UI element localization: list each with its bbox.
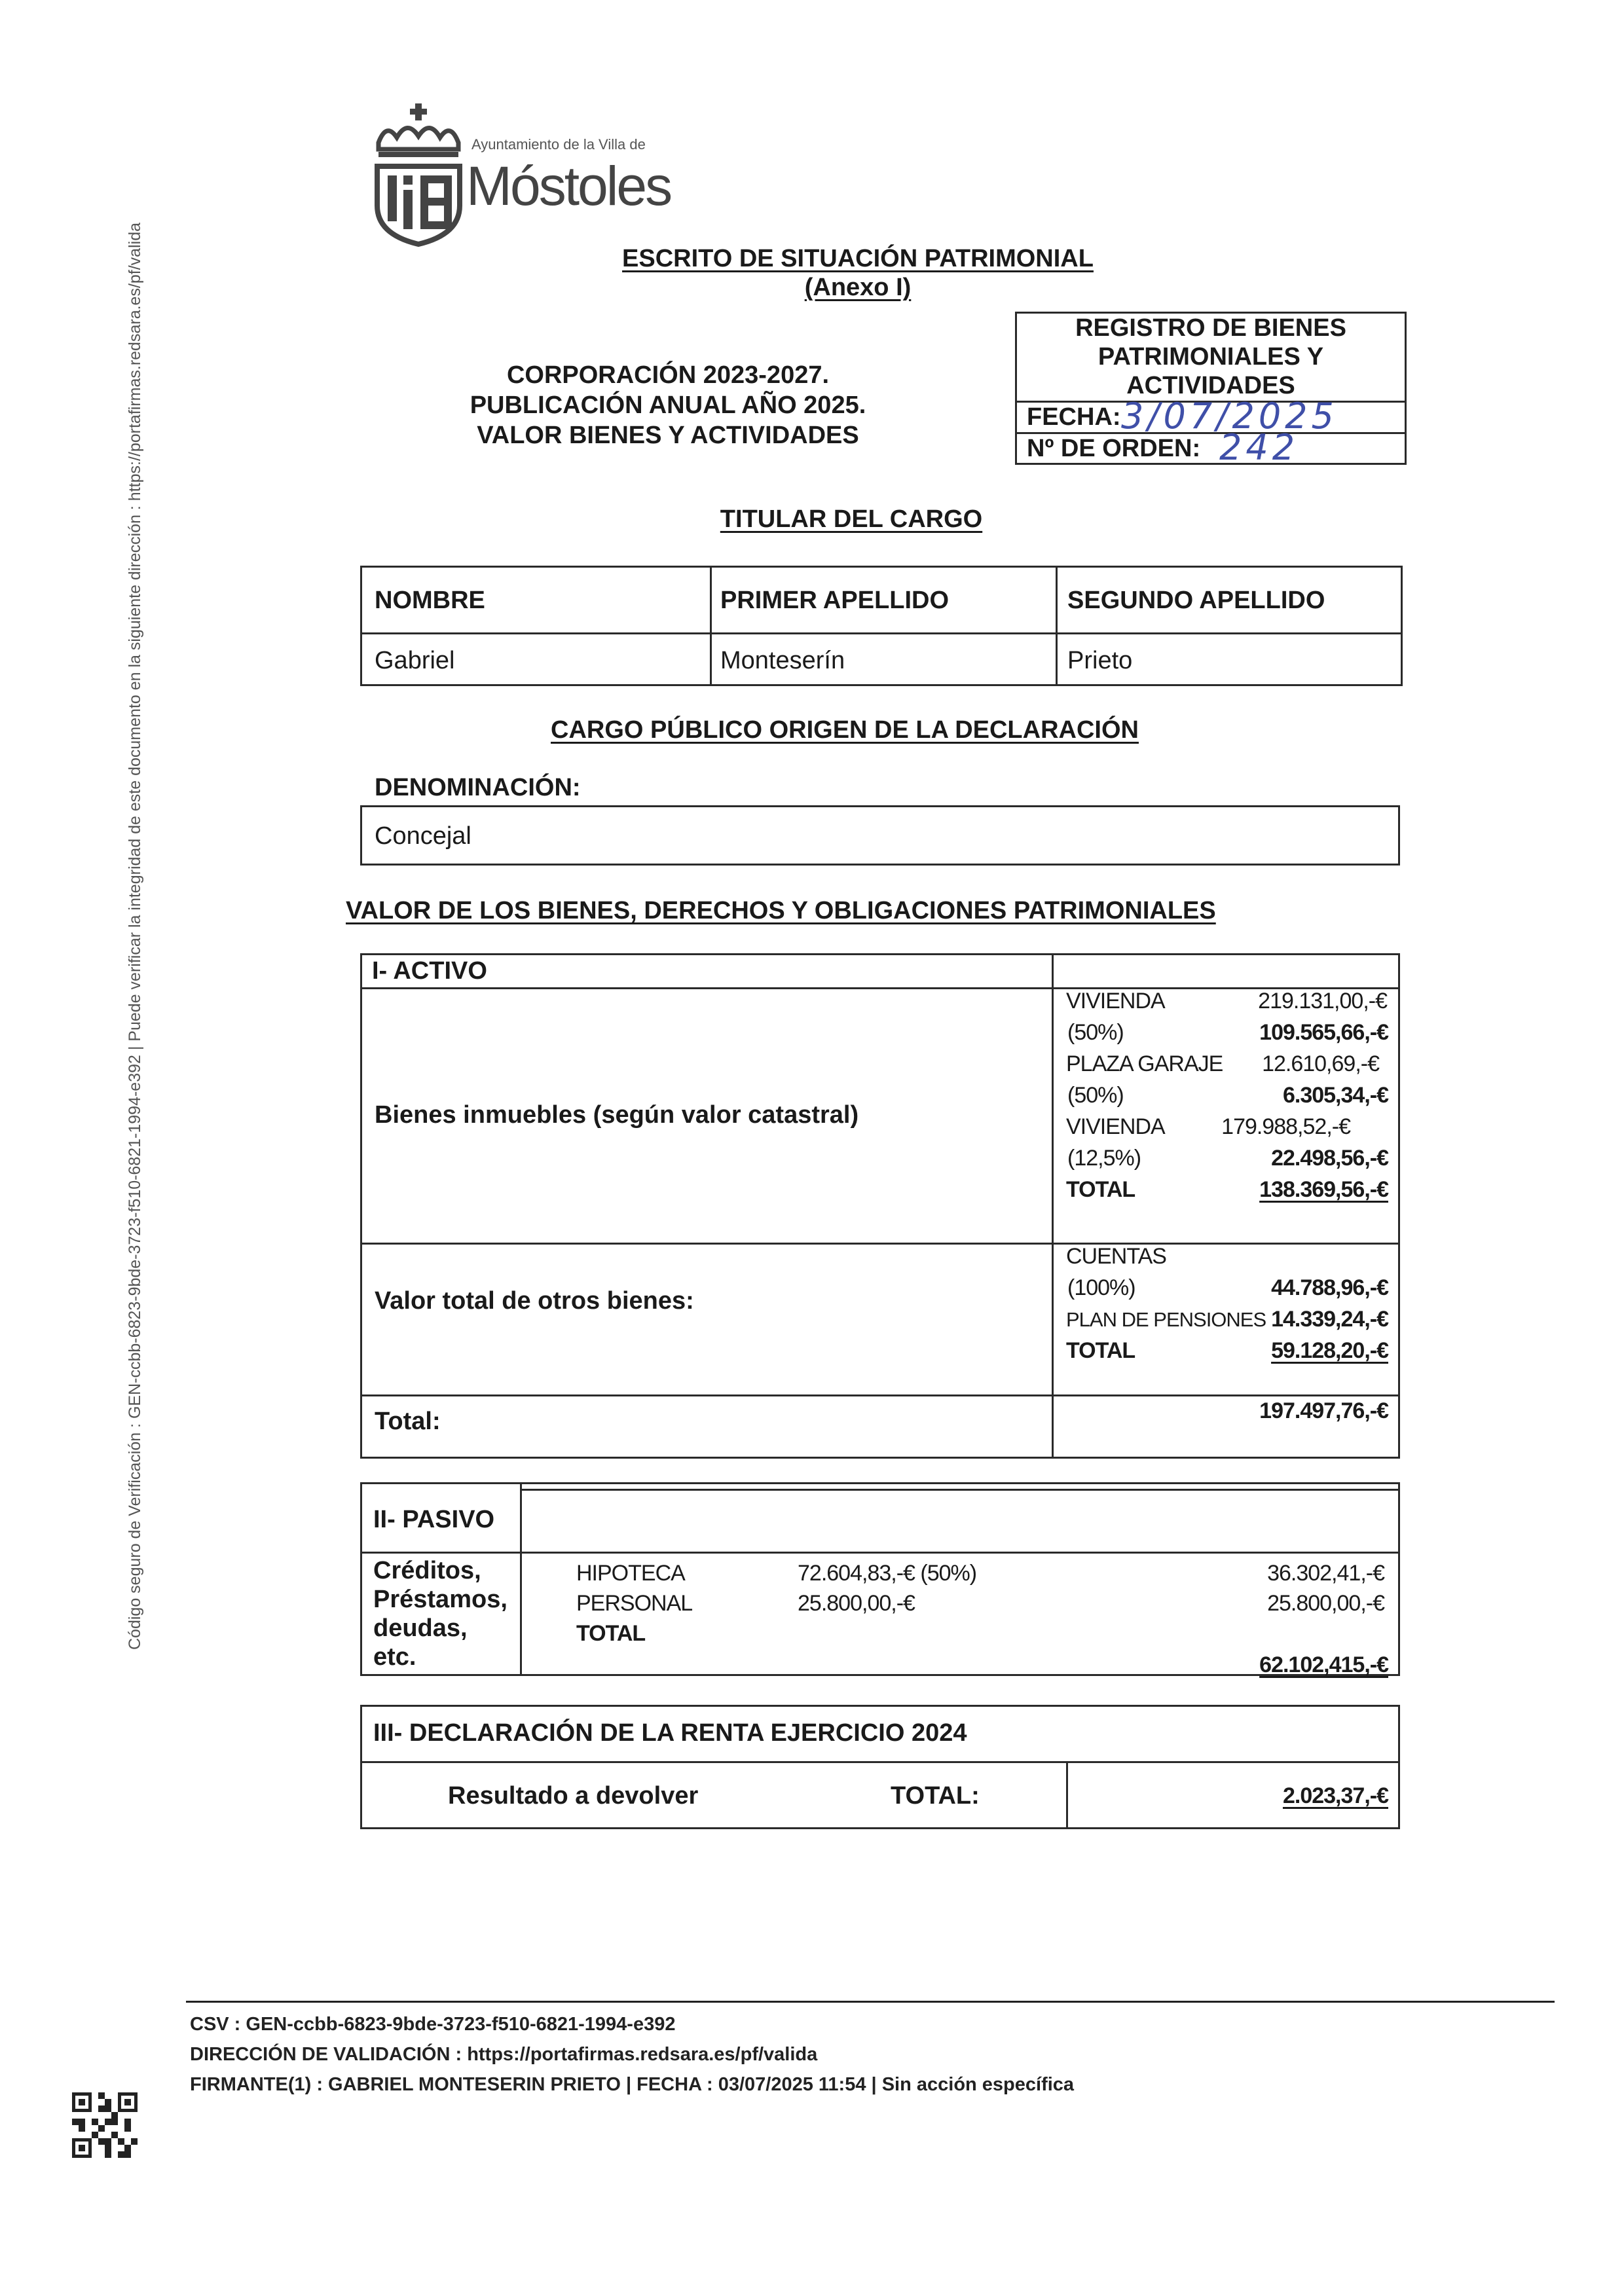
garaje-share: 6.305,34,-€ (1282, 1083, 1388, 1108)
fecha-handwritten: 3/07/2025 (1121, 395, 1338, 437)
activo-row-divider-2 (360, 1394, 1400, 1396)
pasivo-label-4: etc. (373, 1643, 416, 1671)
pasivo-total-label: TOTAL (576, 1621, 646, 1646)
nombre-header: NOMBRE (375, 587, 485, 614)
pasivo-label-3: deudas, (373, 1614, 468, 1642)
segundo-apellido-header: SEGUNDO APELLIDO (1067, 587, 1325, 614)
qr-code-icon (72, 2092, 138, 2158)
inmuebles-label: Bienes inmuebles (según valor catastral) (375, 1101, 859, 1129)
vivienda1-value: 219.131,00,-€ (1258, 989, 1387, 1013)
activo-heading-divider (360, 987, 1052, 989)
registro-line2: PATRIMONIALES Y (1098, 343, 1324, 371)
fecha-label: FECHA: (1027, 403, 1121, 431)
renta-total-label: TOTAL: (891, 1782, 980, 1810)
document-title: ESCRITO DE SITUACIÓN PATRIMONIAL (622, 245, 1094, 272)
personal-amount: 25.800,00,-€ (798, 1591, 915, 1616)
primer-apellido-header: PRIMER APELLIDO (720, 587, 950, 614)
garaje-label: PLAZA GARAJE (1066, 1051, 1223, 1076)
vivienda2-label: VIVIENDA (1066, 1114, 1165, 1139)
cuentas-value: 44.788,96,-€ (1271, 1275, 1388, 1300)
document-subtitle: (Anexo I) (804, 274, 912, 301)
pasivo-col-divider (520, 1482, 522, 1676)
renta-row-divider (360, 1761, 1400, 1763)
denominacion-box (360, 805, 1400, 866)
otros-total-label: TOTAL (1066, 1338, 1135, 1363)
valor-heading: VALOR DE LOS BIENES, DERECHOS Y OBLIGACIONES PATRIMONIALES (346, 897, 1216, 924)
vivienda2-share: 22.498,56,-€ (1271, 1146, 1388, 1171)
activo-row-divider-1 (360, 1243, 1400, 1245)
renta-heading: III- DECLARACIÓN DE LA RENTA EJERCICIO 2024 (373, 1719, 967, 1747)
activo-col-divider (1052, 953, 1054, 1459)
titular-col-divider-1 (710, 566, 712, 686)
registro-line1: REGISTRO DE BIENES (1075, 314, 1346, 342)
vivienda1-pct: (50%) (1067, 1020, 1124, 1045)
denominacion-label: DENOMINACIÓN: (375, 774, 581, 801)
inmuebles-total-label: TOTAL (1066, 1177, 1135, 1202)
garaje-value: 12.610,69,-€ (1262, 1051, 1379, 1076)
vivienda2-value: 179.988,52,-€ (1221, 1114, 1350, 1139)
renta-col-divider (1066, 1761, 1068, 1829)
renta-resultado: Resultado a devolver (448, 1782, 699, 1810)
vivienda2-pct: (12,5%) (1067, 1146, 1141, 1171)
otros-label: Valor total de otros bienes: (375, 1287, 694, 1315)
orden-handwritten: 242 (1219, 427, 1299, 468)
denominacion-value: Concejal (375, 822, 471, 850)
titular-heading: TITULAR DEL CARGO (720, 505, 983, 533)
cargo-heading: CARGO PÚBLICO ORIGEN DE LA DECLARACIÓN (551, 716, 1139, 744)
primer-apellido-value: Monteserín (720, 647, 845, 674)
vivienda1-share: 109.565,66,-€ (1259, 1020, 1388, 1045)
activo-total-label: Total: (375, 1408, 441, 1435)
side-verification-text: Código seguro de Verificación : GEN-ccbb-6823-9bde-3723-f510-6821-1994-e392 | Puede verificar la integridad de este documento en la siguiente dirección : https://portafirmas.redsara.es/pf/valida (126, 222, 144, 1650)
hipoteca-label: HIPOTECA (576, 1561, 685, 1586)
garaje-pct: (50%) (1067, 1083, 1124, 1108)
crown-shield-icon (373, 103, 465, 247)
pasivo-row-divider (360, 1552, 1400, 1554)
renta-total-value: 2.023,37,-€ (1282, 1783, 1388, 1808)
activo-heading: I- ACTIVO (372, 957, 487, 985)
org-small-text: Ayuntamiento de la Villa de (471, 136, 646, 153)
pasivo-heading: II- PASIVO (373, 1506, 495, 1533)
pasivo-label-1: Créditos, (373, 1557, 481, 1584)
footer-firmante: FIRMANTE(1) : GABRIEL MONTESERIN PRIETO | FECHA : 03/07/2025 11:54 | Sin acción específica (190, 2074, 1075, 2095)
hipoteca-amount: 72.604,83,-€ (50%) (798, 1561, 977, 1586)
cuentas-pct: (100%) (1067, 1275, 1135, 1300)
footer-rule (186, 2001, 1555, 2003)
orden-label: Nº DE ORDEN: (1027, 435, 1201, 462)
pensiones-label: PLAN DE PENSIONES (1066, 1308, 1266, 1331)
titular-table (360, 566, 1403, 686)
pasivo-top-inner (520, 1489, 1400, 1491)
personal-share: 25.800,00,-€ (1267, 1591, 1384, 1616)
registro-line3: ACTIVIDADES (1126, 372, 1295, 399)
pensiones-value: 14.339,24,-€ (1271, 1307, 1388, 1332)
nombre-value: Gabriel (375, 647, 455, 674)
otros-total-value: 59.128,20,-€ (1271, 1338, 1388, 1363)
titular-row-divider (360, 632, 1403, 634)
titular-col-divider-2 (1056, 566, 1058, 686)
personal-label: PERSONAL (576, 1591, 693, 1616)
pasivo-label-2: Préstamos, (373, 1586, 507, 1613)
activo-total-value: 197.497,76,-€ (1259, 1398, 1388, 1423)
segundo-apellido-value: Prieto (1067, 647, 1133, 674)
pasivo-total-value: 62.102,415,-€ (1259, 1652, 1388, 1677)
hipoteca-share: 36.302,41,-€ (1267, 1561, 1384, 1586)
cuentas-label: CUENTAS (1066, 1244, 1166, 1269)
corporacion-line1: CORPORACIÓN 2023-2027. (506, 361, 830, 389)
corporacion-line3: VALOR BIENES Y ACTIVIDADES (477, 422, 859, 449)
org-name: Móstoles (466, 155, 671, 217)
footer-csv: CSV : GEN-ccbb-6823-9bde-3723-f510-6821-1994-e392 (190, 2014, 676, 2035)
vivienda1-label: VIVIENDA (1066, 989, 1165, 1013)
municipal-logo (373, 103, 465, 247)
inmuebles-total-value: 138.369,56,-€ (1259, 1177, 1388, 1202)
footer-validacion: DIRECCIÓN DE VALIDACIÓN : https://portafirmas.redsara.es/pf/valida (190, 2044, 818, 2065)
corporacion-line2: PUBLICACIÓN ANUAL AÑO 2025. (470, 392, 866, 419)
